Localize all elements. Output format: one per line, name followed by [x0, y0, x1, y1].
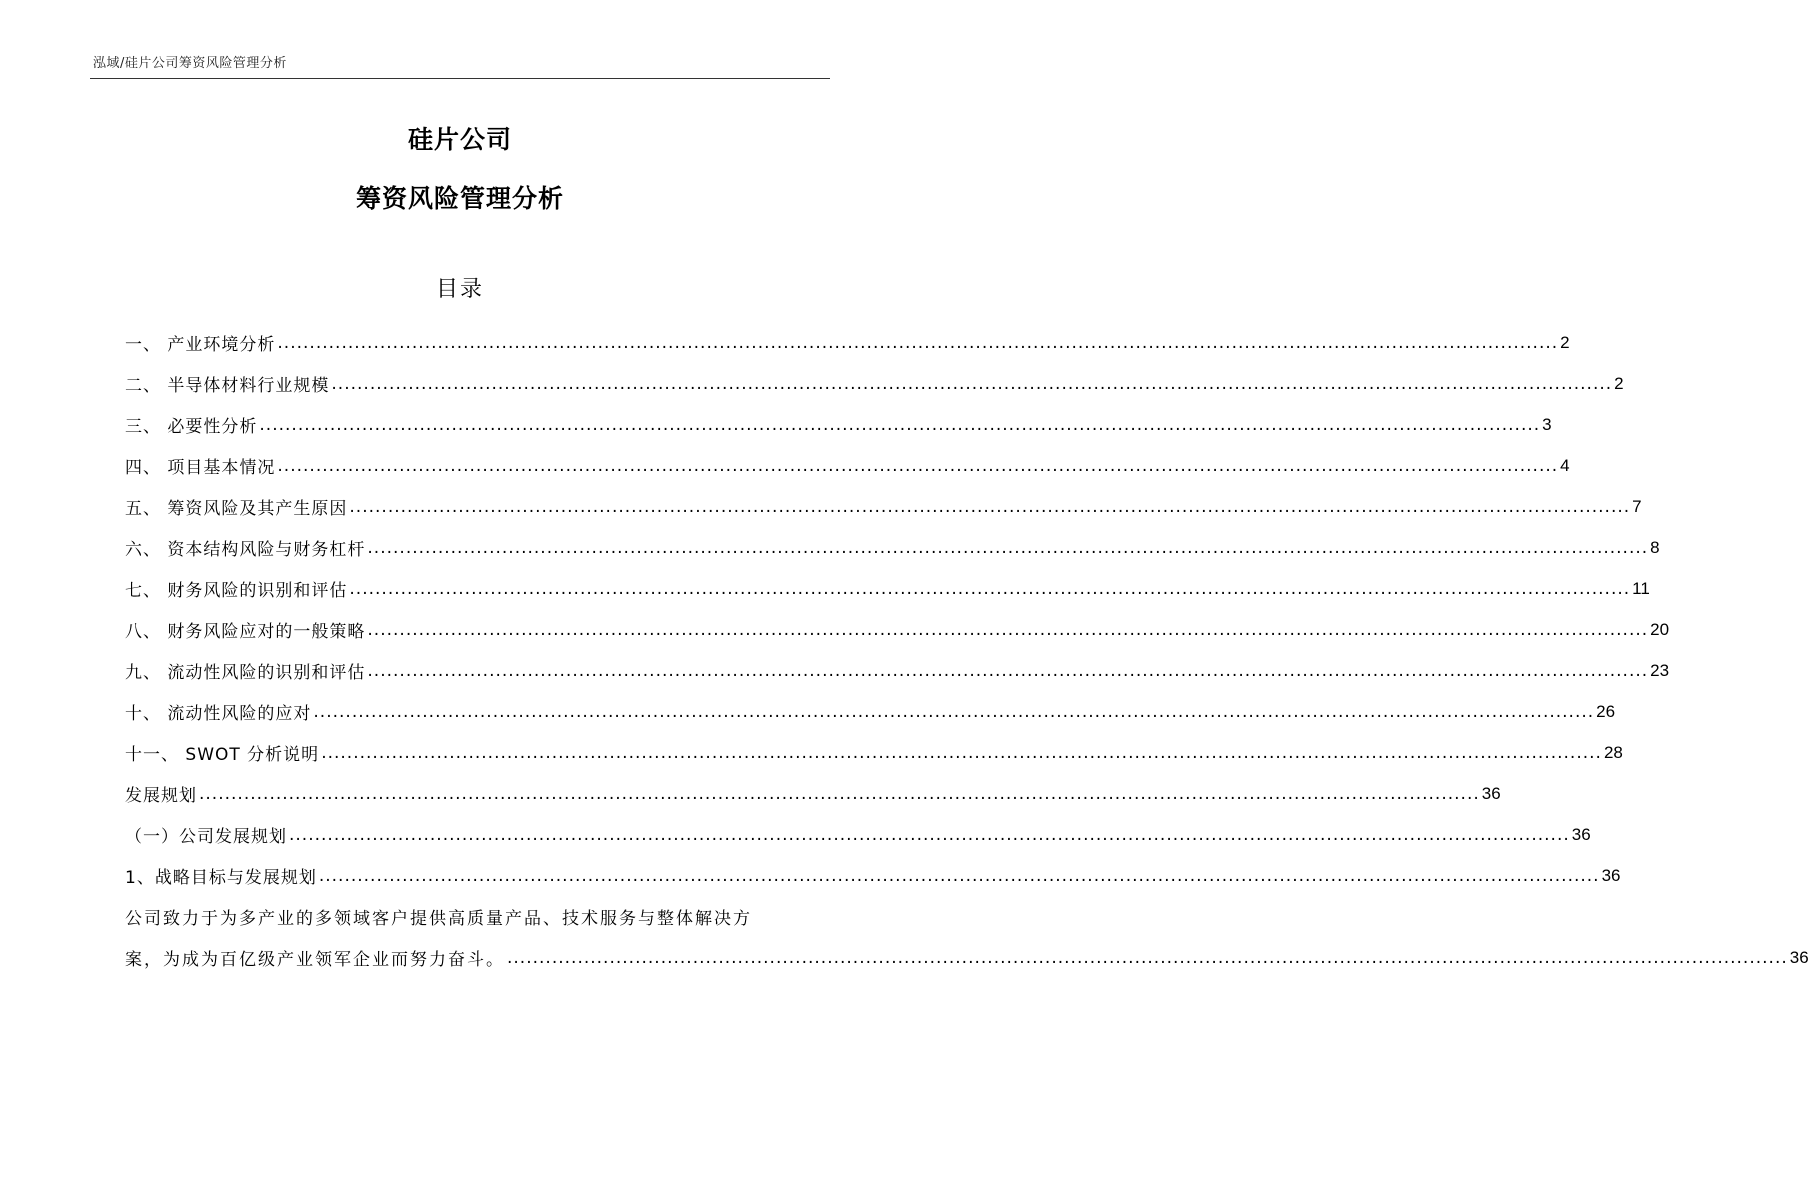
- toc-entry[interactable]: [125, 568, 1650, 609]
- toc-heading: 目录: [435, 277, 484, 302]
- toc-entry-label: 十、 流动性风险的应对: [125, 704, 312, 724]
- toc-entry-label: 七、 财务风险的识别和评估: [125, 581, 348, 601]
- toc-entry[interactable]: [125, 691, 1616, 732]
- toc-entry[interactable]: [125, 732, 1623, 773]
- toc-entry[interactable]: [125, 322, 1570, 363]
- toc-entry-label-line1: 公司致力于为多产业的多领域客户提供高质量产品、技术服务与整体解决方: [125, 909, 752, 929]
- toc-leader-dots: ........................................................................................................................................................................................................: [313, 701, 1595, 722]
- toc-entry-label: 1、战略目标与发展规划: [125, 868, 317, 888]
- toc-leader-dots: ........................................................................................................................................................................................................: [349, 496, 1631, 517]
- toc-leader-dots: ........................................................................................................................................................................................................: [367, 537, 1649, 558]
- toc-entry-page: 36: [1571, 824, 1591, 844]
- toc-entry-page: 4: [1560, 455, 1570, 475]
- toc-entry-label: （一）公司发展规划: [125, 827, 287, 847]
- toc-entry-page: 11: [1632, 578, 1650, 598]
- toc-entry[interactable]: [125, 486, 1642, 527]
- toc-leader-dots: ........................................................................................................................................................................................................: [199, 783, 1480, 804]
- page-header: 泓域/硅片公司筹资风险管理分析: [93, 56, 287, 71]
- toc-leader-dots: ........................................................................................................................................................................................................: [277, 332, 1559, 353]
- toc-leader-dots: ........................................................................................................................................................................................................: [331, 373, 1613, 394]
- document-title-company: 硅片公司: [407, 125, 512, 154]
- toc-leader-dots: ........................................................................................................................................................................................................: [367, 619, 1649, 640]
- toc-entry-page: 36: [1789, 947, 1809, 967]
- toc-entry[interactable]: [125, 814, 1591, 855]
- toc-entry-page: 2: [1560, 332, 1570, 352]
- toc-entry-page: 8: [1650, 537, 1660, 557]
- toc-entry-page: 2: [1614, 373, 1624, 393]
- toc-entry-multiline[interactable]: [125, 896, 1809, 978]
- toc-leader-dots: ........................................................................................................................................................................................................: [289, 824, 1570, 845]
- toc-entry-label: 二、 半导体材料行业规模: [125, 376, 330, 396]
- toc-entry[interactable]: [125, 855, 1621, 896]
- toc-entry[interactable]: [125, 773, 1501, 814]
- toc-entry-label: 六、 资本结构风险与财务杠杆: [125, 540, 366, 560]
- toc-entry[interactable]: [125, 650, 1670, 691]
- toc-entry-label: 一、 产业环境分析: [125, 335, 276, 355]
- toc-entry-label: 四、 项目基本情况: [125, 458, 276, 478]
- toc-entry-page: 36: [1481, 783, 1501, 803]
- toc-leader-dots: ........................................................................................................................................................................................................: [367, 660, 1649, 681]
- toc-entry[interactable]: [125, 404, 1552, 445]
- toc-entry-label: 十一、 SWOT 分析说明: [125, 745, 320, 765]
- toc-entry-label: 五、 筹资风险及其产生原因: [125, 499, 348, 519]
- toc-leader-dots: ........................................................................................................................................................................................................: [507, 947, 1788, 968]
- toc-leader-dots: ........................................................................................................................................................................................................: [259, 414, 1541, 435]
- toc-leader-dots: ........................................................................................................................................................................................................: [321, 742, 1602, 763]
- toc-entry-label-line2: 案，为成为百亿级产业领军企业而努力奋斗。: [125, 950, 505, 970]
- toc-leader-dots: ........................................................................................................................................................................................................: [349, 578, 1631, 599]
- toc-entry-label: 三、 必要性分析: [125, 417, 258, 437]
- toc-entry-page: 23: [1650, 660, 1670, 680]
- table-of-contents: [125, 322, 1809, 978]
- toc-entry-label: 八、 财务风险应对的一般策略: [125, 622, 366, 642]
- toc-leader-dots: ........................................................................................................................................................................................................: [318, 865, 1600, 886]
- toc-entry-label: 九、 流动性风险的识别和评估: [125, 663, 366, 683]
- document-title-subject: 筹资风险管理分析: [355, 184, 564, 213]
- toc-entry[interactable]: [125, 609, 1670, 650]
- toc-entry-page: 7: [1632, 496, 1642, 516]
- toc-leader-dots: ........................................................................................................................................................................................................: [277, 455, 1559, 476]
- toc-entry-label: 发展规划: [125, 786, 197, 806]
- toc-entry[interactable]: [125, 445, 1570, 486]
- toc-entry[interactable]: [125, 363, 1624, 404]
- toc-entry-page: 36: [1601, 865, 1621, 885]
- header-rule: [90, 78, 830, 79]
- toc-entry-page: 20: [1650, 619, 1670, 639]
- toc-entry[interactable]: [125, 527, 1660, 568]
- toc-entry-page: 3: [1542, 414, 1552, 434]
- toc-entry-page: 28: [1603, 742, 1623, 762]
- toc-entry-page: 26: [1596, 701, 1616, 721]
